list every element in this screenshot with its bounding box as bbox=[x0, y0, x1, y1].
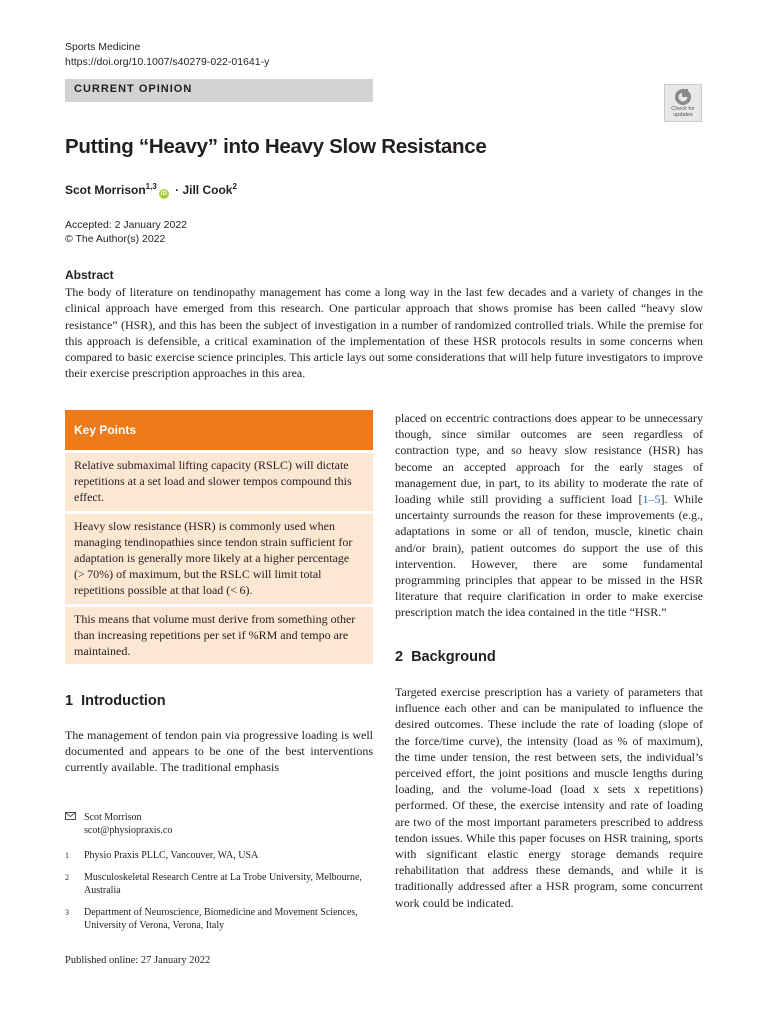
check-updates-line2: updates bbox=[673, 112, 693, 118]
key-points-box bbox=[65, 410, 373, 664]
affiliation-mark: 3 bbox=[65, 908, 69, 917]
body-text: placed on eccentric contractions does appear to be unnecessary though, since similar outcomes are seen regardless of contraction type, and so heavy slow resistance (HSR) has become an accepted approach for the early stages of management due, in part, to its ability to moderate the rate of loading while still providing a sufficient load [ bbox=[395, 411, 703, 507]
key-point-item: Relative submaximal lifting capacity (RSLC) will dictate repetitions at a set load and slower tempos compound this effect. bbox=[65, 453, 373, 511]
affiliation-item bbox=[65, 849, 373, 862]
check-for-updates-badge[interactable] bbox=[664, 84, 702, 122]
check-updates-icon bbox=[674, 88, 692, 106]
affiliation-item bbox=[65, 906, 373, 932]
section-heading-background bbox=[395, 648, 496, 666]
check-updates-line1: Check for bbox=[671, 106, 695, 112]
contact-name: Scot Morrison bbox=[84, 812, 142, 823]
author-separator: · bbox=[171, 183, 183, 197]
abstract-heading: Abstract bbox=[65, 268, 114, 282]
affiliation-mark: 2 bbox=[65, 873, 69, 882]
author-list bbox=[65, 179, 237, 199]
affiliation-text: Physio Praxis PLLC, Vancouver, WA, USA bbox=[84, 850, 259, 861]
section-number: 1 bbox=[65, 693, 74, 709]
affiliation-mark: 1 bbox=[65, 851, 69, 860]
article-type-label: CURRENT OPINION bbox=[74, 83, 193, 95]
author-affiliation-mark: 2 bbox=[232, 182, 237, 191]
journal-name: Sports Medicine bbox=[65, 41, 141, 53]
key-point-item: This means that volume must derive from something other than increasing repetitions per set if %RM and tempo are maintained. bbox=[65, 607, 373, 665]
background-text: Targeted exercise prescription has a variety of parameters that influence each other and can be manipulated to influence the desired outcomes. These include the rate of loading (slope of the force/time curve), the intensity (load as % of maximum), the time under tension, the rest between sets, the individual’s perceived effort, the joint positions and muscle lengths during loading, and the volume-load (load x sets x repetitions) performed. Of these, the exercise intensity and rate of loading are two of the most important parameters prescribed to address tendon issues. While this paper focuses on HSR training, sports with significant elastic energy storage demands require rehabilitation that address these demands, and while it is traditionally addressed after a HSR program, some concurrent work could be indicated. bbox=[395, 685, 703, 910]
published-date: Published online: 27 January 2022 bbox=[65, 955, 211, 966]
body-text: ]. While uncertainty surrounds the reason for these improvements (e.g., adaptations in some or all of tendon, muscle, kinetic chain and/or brain), patient outcomes do support the use of this intervention. However, there are some fundamental programming principles that appear to be missed in the HSR literature that require clarification in order to make exercise prescription match the idea contained in the title “HSR.” bbox=[395, 492, 704, 620]
introduction-text: The management of tendon pain via progressive loading is well documented and appears to be one of the best interventions currently available. The traditional emphasis bbox=[65, 728, 373, 775]
accepted-date: Accepted: 2 January 2022 bbox=[65, 219, 188, 231]
author-name[interactable]: Scot Morrison bbox=[65, 183, 146, 197]
affiliation-text: Musculoskeletal Research Centre at La Trobe University, Melbourne, Australia bbox=[84, 872, 362, 896]
section-title: Introduction bbox=[81, 693, 166, 709]
author-affiliation-mark: 1,3 bbox=[145, 182, 157, 191]
footnotes bbox=[65, 811, 373, 941]
orcid-icon[interactable]: iD bbox=[160, 191, 167, 197]
section-heading-introduction bbox=[65, 692, 166, 710]
article-type-bar bbox=[65, 79, 373, 102]
affiliation-text: Department of Neuroscience, Biomedicine and Movement Sciences, University of Verona, Verona, Italy bbox=[84, 907, 358, 931]
affiliation-item bbox=[65, 871, 373, 897]
corresponding-author bbox=[65, 811, 373, 837]
key-points-heading: Key Points bbox=[65, 410, 373, 450]
doi-link[interactable]: https://doi.org/10.1007/s40279-022-01641-y bbox=[65, 56, 270, 68]
author-name[interactable]: Jill Cook bbox=[182, 183, 233, 197]
envelope-icon bbox=[65, 811, 76, 824]
citation-link[interactable]: 1–5 bbox=[642, 492, 661, 507]
abstract-text: The body of literature on tendinopathy management has come a long way in the last few decades and a variety of changes in the clinical approach have emerged from this research. One particular approach that shows promise has been called “heavy slow resistance” (HSR), and this has been the subject of investigation in a number of randomized controlled trials. While the premise for this approach is defensible, a critical examination of the implementation of these HSR protocols results in some concerns when compared to basic exercise science principles. This article lays out some considerations that will help future investigators to improve their exercise prescription approaches in this area. bbox=[65, 285, 703, 381]
contact-email[interactable]: scot@physiopraxis.co bbox=[84, 825, 173, 836]
copyright-notice: © The Author(s) 2022 bbox=[65, 233, 166, 245]
key-point-item: Heavy slow resistance (HSR) is commonly used when managing tendinopathies since tendon strain sufficient for adaptation is generally more likely at a higher percentage (> 70%) of maximum, but the RSLC will limit total repetitions possible at that load (< 6). bbox=[65, 514, 373, 604]
article-title: Putting “Heavy” into Heavy Slow Resistance bbox=[65, 135, 487, 158]
introduction-continued-text bbox=[395, 410, 703, 621]
section-number: 2 bbox=[395, 649, 404, 665]
section-title: Background bbox=[411, 649, 496, 665]
